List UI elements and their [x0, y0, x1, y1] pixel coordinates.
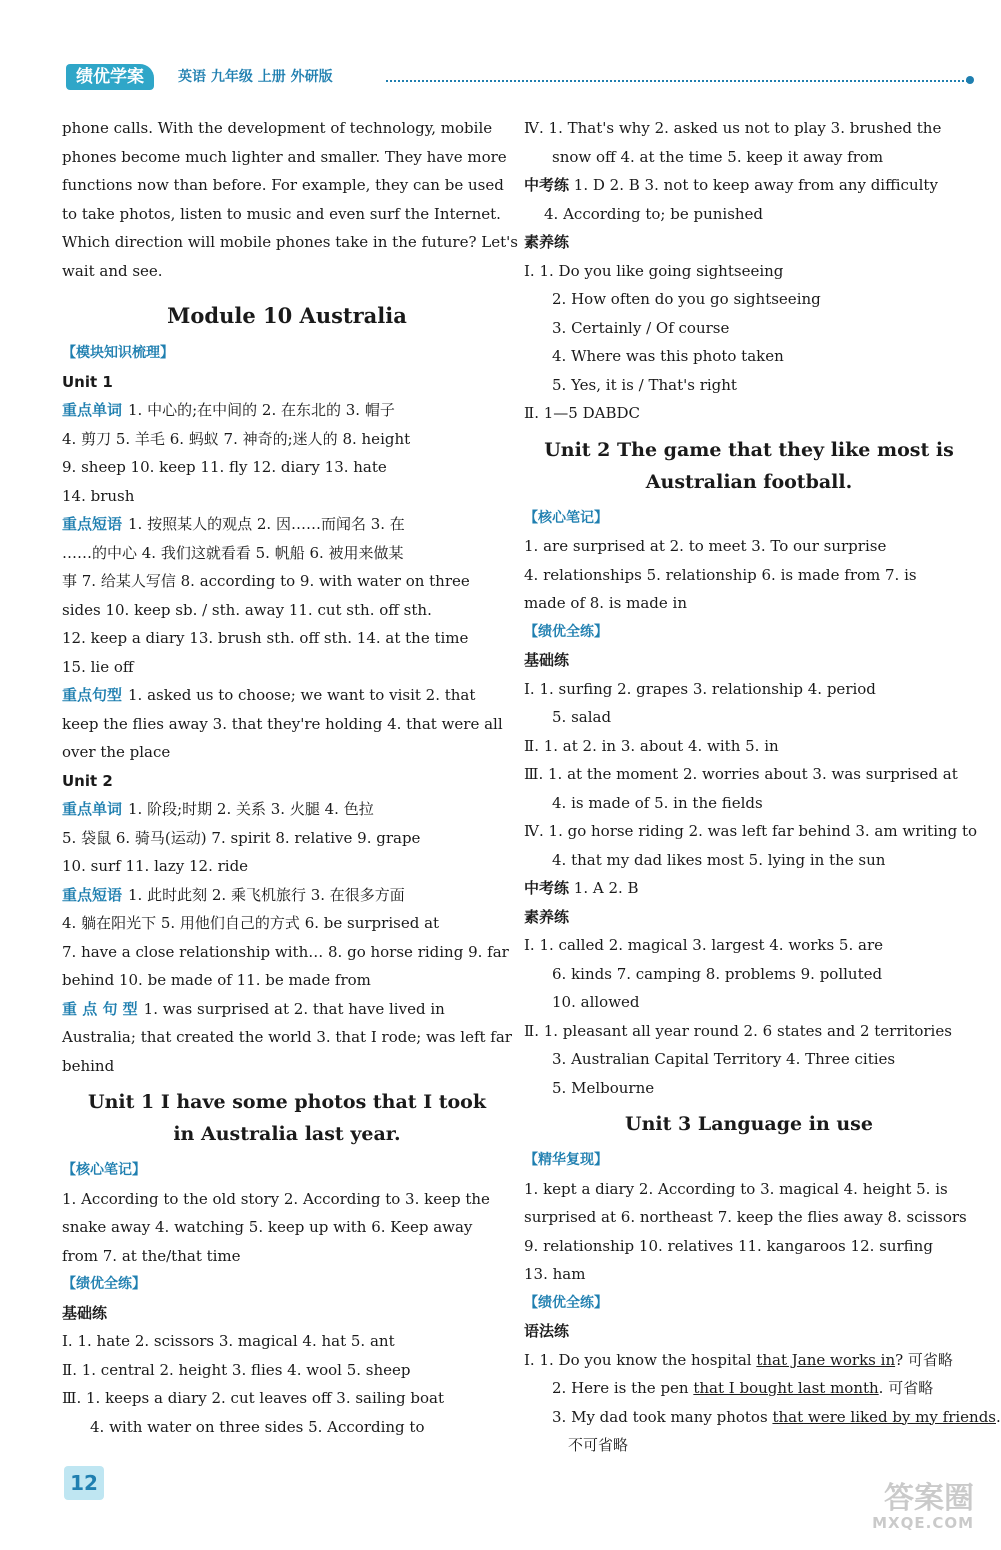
zk1-text: 1. D 2. B 3. not to keep away from any difficulty: [573, 176, 938, 194]
core-notes-line: 4. relationships 5. relationship 6. is made from 7. is: [524, 565, 917, 584]
review-line: 9. relationship 10. relatives 11. kangaroos 12. surfing: [524, 1236, 933, 1255]
unit2-title-line1: Unit 2 The game that they like most is: [544, 438, 954, 461]
core-notes-line: 1. According to the old story 2. According to 3. keep the: [62, 1189, 490, 1208]
continued-line: snow off 4. at the time 5. keep it away from: [552, 147, 884, 166]
basic-line: 5. salad: [552, 708, 612, 726]
zk1-line: [524, 171, 974, 200]
grammar-text: ? 可省略: [895, 1350, 953, 1369]
u1-phrases-key: 重点短语: [62, 515, 123, 533]
core-notes-line: snake away 4. watching 5. keep up with 6. Keep away: [62, 1218, 473, 1236]
sy2-line: Ⅰ. 1. called 2. magical 3. largest 4. works 5. are: [524, 936, 883, 954]
section-bracket-review: 【精华复现】: [524, 1152, 608, 1168]
review-line: 13. ham: [524, 1265, 586, 1283]
basic-line: 4. with water on three sides 5. According to: [90, 1417, 425, 1436]
sy1-line: Ⅰ. 1. Do you like going sightseeing: [524, 261, 784, 280]
grammar-line: [524, 1346, 974, 1375]
u1-phrases-line: sides 10. keep sb. / sth. away 11. cut sth. off sth.: [62, 600, 432, 619]
u1-sentences-line: keep the flies away 3. that they're holding 4. that were all: [62, 714, 503, 733]
basic-line: Ⅰ. 1. surfing 2. grapes 3. relationship 4. period: [524, 679, 876, 698]
page-header: [66, 64, 974, 94]
u1-phrases-line: 事 7. 给某人写信 8. according to 9. with water on three: [62, 572, 470, 590]
intro-line: functions now than before. For example, they can be used: [62, 176, 504, 194]
sy1-line: 3. Certainly / Of course: [552, 318, 730, 337]
u2-phrases-line: behind 10. be made of 11. be made from: [62, 971, 371, 989]
u2-phrases-text: 1. 此时此刻 2. 乘飞机旅行 3. 在很多方面: [128, 885, 405, 904]
unit2-label: Unit 2: [62, 771, 113, 790]
intro-line: phone calls. With the development of technology, mobile: [62, 119, 493, 137]
intro-line: Which direction will mobile phones take in the future? Let's: [62, 233, 518, 251]
unit3-title: Unit 3 Language in use: [625, 1113, 873, 1135]
header-book-info: 英语 九年级 上册 外研版: [178, 69, 333, 85]
zk2-line: [524, 874, 974, 903]
core-notes-line: 1. are surprised at 2. to meet 3. To our surprise: [524, 537, 887, 555]
zk2-text: 1. A 2. B: [573, 879, 639, 897]
grammar-line: [524, 1374, 974, 1403]
grammar-underlined-clause: that Jane works in: [756, 1350, 896, 1369]
u2-phrases-line: 7. have a close relationship with… 8. go horse riding 9. far: [62, 942, 509, 961]
u1-sentences-text: 1. asked us to choose; we want to visit 2. that: [128, 686, 476, 704]
sy2-line: 6. kinds 7. camping 8. problems 9. polluted: [552, 964, 883, 983]
unit1-title-line2: in Australia last year.: [173, 1123, 401, 1145]
brand-badge: 绩优学案: [66, 64, 154, 90]
u2-words-line: 5. 袋鼠 6. 骑马(运动) 7. spirit 8. relative 9. grape: [62, 828, 421, 847]
basic-line: Ⅱ. 1. central 2. height 3. flies 4. wool 5. sheep: [62, 1360, 411, 1379]
review-line: surprised at 6. northeast 7. keep the flies away 8. scissors: [524, 1208, 967, 1226]
section-bracket-knowledge: 【模块知识梳理】: [62, 345, 174, 361]
u2-words-text: 1. 阶段;时期 2. 关系 3. 火腿 4. 色拉: [128, 800, 374, 818]
intro-line: wait and see.: [62, 261, 163, 280]
u2-sentences-text: 1. was surprised at 2. that have lived in: [143, 999, 445, 1018]
unit1-label: Unit 1: [62, 372, 113, 391]
u1-sentences-line: over the place: [62, 743, 171, 761]
watermark-main: 答案圈: [884, 1481, 974, 1516]
header-dot: [966, 76, 974, 84]
section-bracket-core-notes: 【核心笔记】: [524, 509, 608, 526]
u2-words-line: [62, 795, 512, 824]
sy1-line: 2. How often do you go sightseeing: [552, 290, 821, 308]
basic-line: Ⅱ. 1. at 2. in 3. about 4. with 5. in: [524, 736, 779, 755]
section-bracket-practice: 【绩优全练】: [62, 1276, 146, 1292]
u2-sentences-line: Australia; that created the world 3. that I rode; was left far: [62, 1028, 512, 1046]
sy2-line: 5. Melbourne: [552, 1078, 655, 1097]
basic-line: Ⅲ. 1. at the moment 2. worries about 3. was surprised at: [524, 765, 958, 783]
intro-line: to take photos, listen to music and even surf the Internet.: [62, 204, 501, 223]
basic-line: Ⅲ. 1. keeps a diary 2. cut leaves off 3. sailing boat: [62, 1389, 445, 1407]
u1-phrases-line: ……的中心 4. 我们这就看看 5. 帆船 6. 被用来做某: [62, 543, 404, 562]
sy1-line: 5. Yes, it is / That's right: [552, 375, 737, 394]
grammar-line: [524, 1403, 1001, 1432]
sy2-line: Ⅱ. 1. pleasant all year round 2. 6 states and 2 territories: [524, 1021, 952, 1040]
grammar-text: .: [996, 1407, 1001, 1426]
review-line: 1. kept a diary 2. According to 3. magical 4. height 5. is: [524, 1179, 948, 1198]
intro-line: phones become much lighter and smaller. They have more: [62, 147, 507, 166]
sy1-line: 4. Where was this photo taken: [552, 347, 784, 365]
sy2-label: 素养练: [524, 907, 570, 926]
u1-phrases-line: 12. keep a diary 13. brush sth. off sth. 14. at the time: [62, 629, 469, 647]
u1-words-key: 重点单词: [62, 401, 123, 419]
grammar-line: 不可省略: [568, 1436, 629, 1454]
u1-phrases-line: 15. lie off: [62, 657, 134, 676]
u1-words-text: 1. 中心的;在中间的 2. 在东北的 3. 帽子: [128, 401, 395, 419]
header-dotted-rule: [386, 80, 968, 82]
basic-line: Ⅰ. 1. hate 2. scissors 3. magical 4. hat 5. ant: [62, 1332, 395, 1350]
u1-phrases-line: [62, 510, 512, 539]
u2-phrases-line: [62, 881, 512, 910]
page-number: 12: [64, 1466, 104, 1500]
u2-words-line: 10. surf 11. lazy 12. ride: [62, 857, 249, 875]
u1-words-line: 9. sheep 10. keep 11. fly 12. diary 13. hate: [62, 458, 387, 476]
unit2-title: [524, 434, 974, 498]
basic-practice-label: 基础练: [524, 651, 570, 669]
unit1-title: [62, 1086, 512, 1150]
u1-words-line: 14. brush: [62, 486, 135, 505]
u1-sentences-key: 重点句型: [62, 686, 123, 704]
section-bracket-practice: 【绩优全练】: [524, 1294, 608, 1311]
zk2-label: 中考练: [524, 879, 570, 897]
section-bracket-practice: 【绩优全练】: [524, 623, 608, 640]
u2-sentences-line: [62, 995, 512, 1024]
basic-line: Ⅳ. 1. go horse riding 2. was left far behind 3. am writing to: [524, 822, 978, 840]
u1-sentences-line: [62, 681, 512, 710]
grammar-underlined-clause: that I bought last month: [693, 1379, 879, 1397]
left-column: [62, 114, 518, 1441]
u2-phrases-key: 重点短语: [62, 885, 123, 904]
unit1-title-line1: Unit 1 I have some photos that I took: [88, 1091, 486, 1113]
grammar-text: Ⅰ. 1. Do you know the hospital: [524, 1350, 757, 1369]
watermark-sub: MXQE.COM: [872, 1514, 974, 1532]
watermark-logo: [872, 1481, 974, 1532]
sy2-line: 3. Australian Capital Territory 4. Three cities: [552, 1050, 896, 1068]
sy1-label: 素养练: [524, 233, 570, 251]
u2-phrases-line: 4. 躺在阳光下 5. 用他们自己的方式 6. be surprised at: [62, 914, 440, 932]
basic-line: 4. is made of 5. in the fields: [552, 793, 763, 812]
basic-practice-label: 基础练: [62, 1303, 108, 1322]
core-notes-line: from 7. at the/that time: [62, 1246, 241, 1265]
basic-line: 4. that my dad likes most 5. lying in the sun: [552, 850, 886, 869]
core-notes-line: made of 8. is made in: [524, 594, 687, 612]
u2-sentences-key: 重 点 句 型: [62, 999, 138, 1018]
module-title: Module 10 Australia: [167, 303, 407, 328]
u2-sentences-line: behind: [62, 1056, 115, 1075]
u1-phrases-text: 1. 按照某人的观点 2. 因……而闻名 3. 在: [128, 515, 405, 533]
u2-words-key: 重点单词: [62, 800, 123, 818]
zk1-label: 中考练: [524, 176, 570, 194]
right-column: [524, 114, 1001, 1460]
grammar-underlined-clause: that were liked by my friends: [772, 1407, 996, 1426]
grammar-text: 3. My dad took many photos: [552, 1407, 773, 1426]
unit2-title-line2: Australian football.: [645, 470, 853, 493]
section-bracket-core-notes: 【核心笔记】: [62, 1162, 146, 1178]
continued-line: Ⅳ. 1. That's why 2. asked us not to play 3. brushed the: [524, 119, 942, 137]
grammar-text: 2. Here is the pen: [552, 1379, 694, 1397]
grammar-text: . 可省略: [878, 1379, 934, 1397]
u1-words-line: 4. 剪刀 5. 羊毛 6. 蚂蚁 7. 神奇的;迷人的 8. height: [62, 429, 411, 448]
u1-words-line: [62, 396, 512, 425]
sy2-line: 10. allowed: [552, 993, 640, 1011]
sy1-line: Ⅱ. 1—5 DABDC: [524, 404, 640, 422]
zk1-line: 4. According to; be punished: [544, 204, 764, 223]
grammar-label: 语法练: [524, 1322, 570, 1340]
